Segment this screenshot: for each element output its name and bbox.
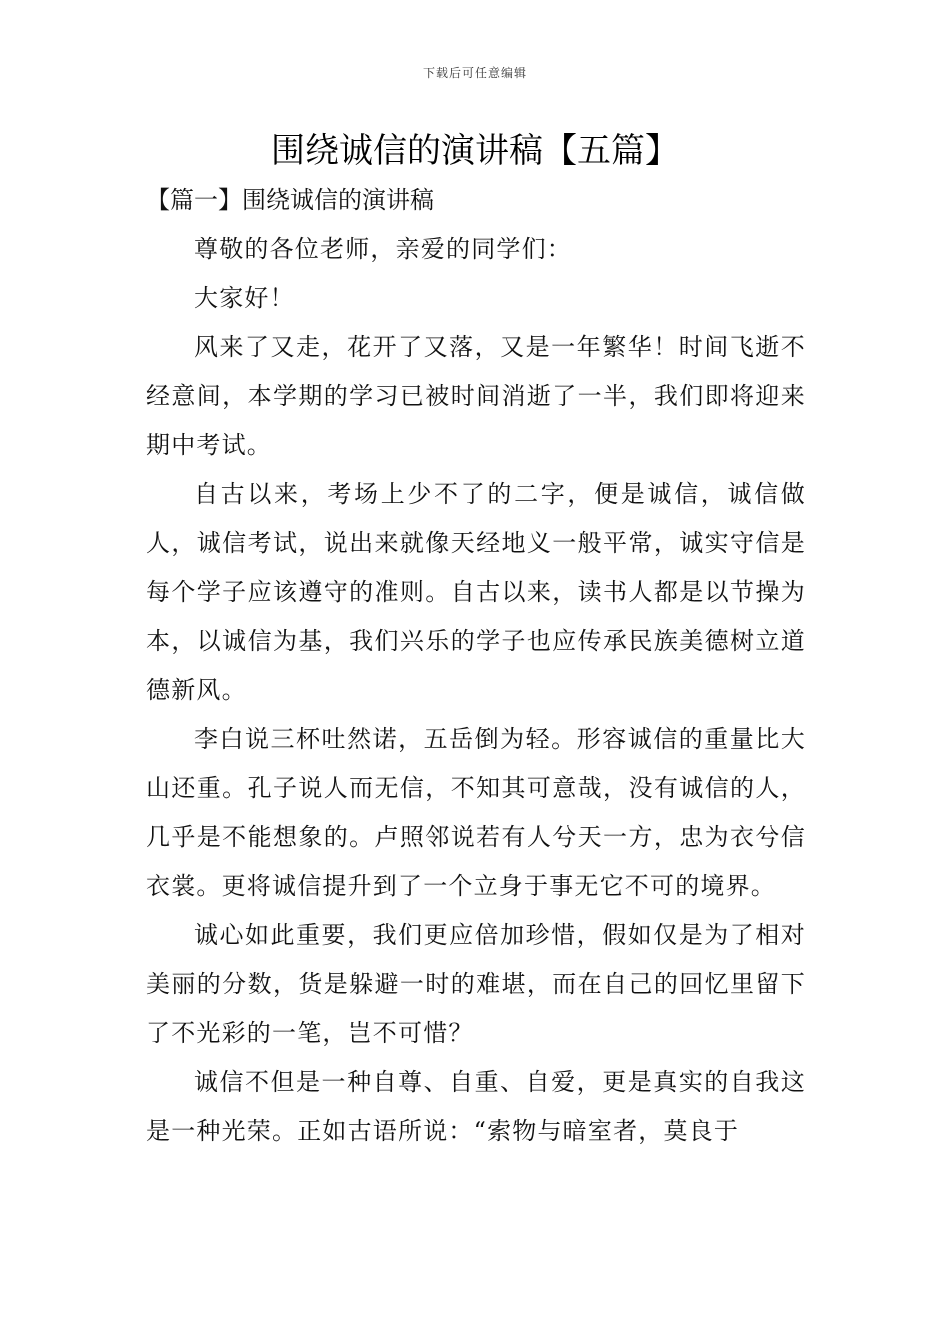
document-body (146, 176, 806, 1156)
document-title: 围绕诚信的演讲稿【五篇】 (271, 131, 679, 171)
paragraph: 诚心如此重要，我们更应倍加珍惜，假如仅是为了相对美丽的分数，货是躲避一时的难堪，而在自己的回忆里留下了不光彩的一笔，岂不可惜？ (146, 921, 806, 1047)
header-note: 下载后可任意编辑 (422, 66, 527, 80)
paragraph: 风来了又走，花开了又落，又是一年繁华！时间飞逝不经意间，本学期的学习已被时间消逝了一半，我们即将迎来期中考试。 (146, 333, 806, 459)
paragraph: 自古以来，考场上少不了的二字，便是诚信，诚信做人，诚信考试，说出来就像天经地义一般平常，诚实守信是每个学子应该遵守的准则。自古以来，读书人都是以节操为本，以诚信为基，我们兴乐的学子也应传承民族美德树立道德新风。 (146, 480, 806, 704)
paragraph-salutation: 尊敬的各位老师，亲爱的同学们： (194, 235, 572, 263)
paragraph: 李白说三杯吐然诺，五岳倒为轻。形容诚信的重量比大山还重。孔子说人而无信，不知其可意哉，没有诚信的人，几乎是不能想象的。卢照邻说若有人兮天一方，忠为衣兮信衣裳。更将诚信提升到了一个立身于事无它不可的境界。 (146, 725, 806, 900)
paragraph-greeting: 大家好！ (194, 284, 295, 312)
paragraph: 诚信不但是一种自尊、自重、自爱，更是真实的自我这是一种光荣。正如古语所说：“索物与暗室者，莫良于 (146, 1068, 806, 1145)
section-heading: 【篇一】围绕诚信的演讲稿 (146, 186, 434, 214)
